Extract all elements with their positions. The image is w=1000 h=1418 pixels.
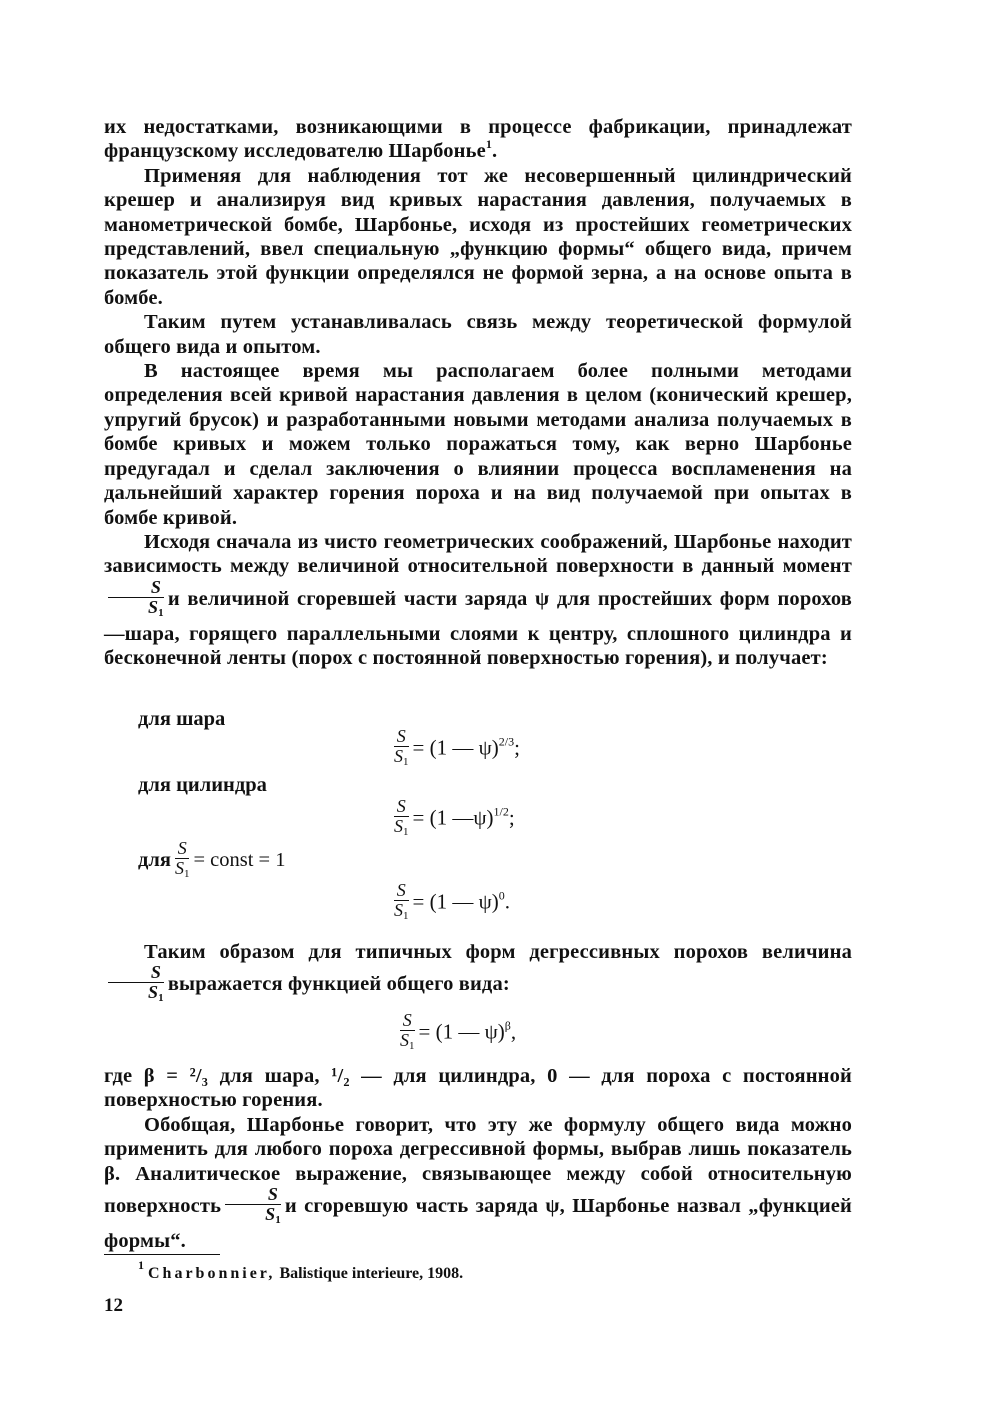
label-const: для $\frac{S}{S_1}$ = const = 1 xyxy=(138,838,286,880)
label-cylinder: для цилиндра xyxy=(138,774,267,796)
formula-sphere: $\frac{S}{S_1}$ = (1 — ψ)$^{2/3}$; xyxy=(394,726,520,768)
label-sphere: для шара xyxy=(138,708,226,730)
paragraph-6: Таким образом для типичных форм дегрессивных порохов величина $\frac{S}{S_1}$ выражается функцией общего вида: xyxy=(104,940,852,1007)
formula-cylinder: $\frac{S}{S_1}$ = (1 —ψ)$^{1/2}$; xyxy=(394,796,515,838)
paragraph-2: Применяя для наблюдения тот же несовершенный цилиндрический крешер и анализируя вид кривых нарастания давления, получаемых в манометрической бомбе, Шарбонье, исходя из простейших геометрических представлений, ввел специальную „функцию формы“ общего вида, причем показатель этой функции определялся не формой зерна, а на основе опыта в бомбе. xyxy=(104,164,852,309)
paragraph-8: Обобщая, Шарбонье говорит, что эту же формулу общего вида можно применить для любого пороха дегрессивной формы, выбрав лишь показатель β. Аналитическое выражение, связывающее между собой относительную поверхность $\frac{S}{S_1}$ и сгоревшую часть заряда ψ, Шарбонье назвал „функцией формы“. xyxy=(104,1113,852,1253)
footnote: $^1$ Charbonnier, Balistique interieure, 1908. xyxy=(138,1258,464,1282)
fraction-s-over-s1: $\frac{S}{S_1}$ xyxy=(108,579,164,622)
footnote-divider xyxy=(104,1254,220,1255)
paragraph-7: где β = ²/₃ для шара, ¹/₂ — для цилиндра, 0 — для пороха с постоянной поверхностью горения. xyxy=(104,1065,852,1112)
paragraph-3: Таким путем устанавливалась связь между теоретической формулой общего вида и опытом. xyxy=(104,311,852,358)
page-number: 12 xyxy=(104,1295,123,1316)
footnote-ref: 1 xyxy=(485,137,493,152)
paragraph-5: Исходя сначала из чисто геометрических соображений, Шарбонье находит зависимость между величиной относительной поверхности в данный момент $\frac{S}{S_1}$ и величиной сгоревшей части заряда ψ для простейших форм порохов—шара, горящего параллельными слоями к центру, сплошного цилиндра и бесконечной ленты (порох с постоянной поверхностью горения), и получает: xyxy=(104,530,852,670)
paragraph-1: их недостатками, возникающими в процессе фабрикации, принадлежат французскому исследователю Шарбонье$^1$. xyxy=(104,116,852,163)
paragraph-4: В настоящее время мы располагаем более полными методами определения всей кривой нарастания давления в целом (конический крешер, упругий брусок) и разработанными новыми методами анализа получаемых в бомбе кривых и можем только поражаться тому, как верно Шарбонье предугадал и сделал заключения о влиянии процесса воспламенения на дальнейший характер горения пороха и на вид получаемой при опытах в бомбе кривой. xyxy=(104,360,852,529)
formula-const: $\frac{S}{S_1}$ = (1 — ψ)$^0$. xyxy=(394,880,510,922)
text-block-lower xyxy=(104,1064,852,1253)
text-block-upper xyxy=(104,115,852,671)
formula-general: $\frac{S}{S_1}$ = (1 — ψ)$^\beta$, xyxy=(400,1010,517,1052)
